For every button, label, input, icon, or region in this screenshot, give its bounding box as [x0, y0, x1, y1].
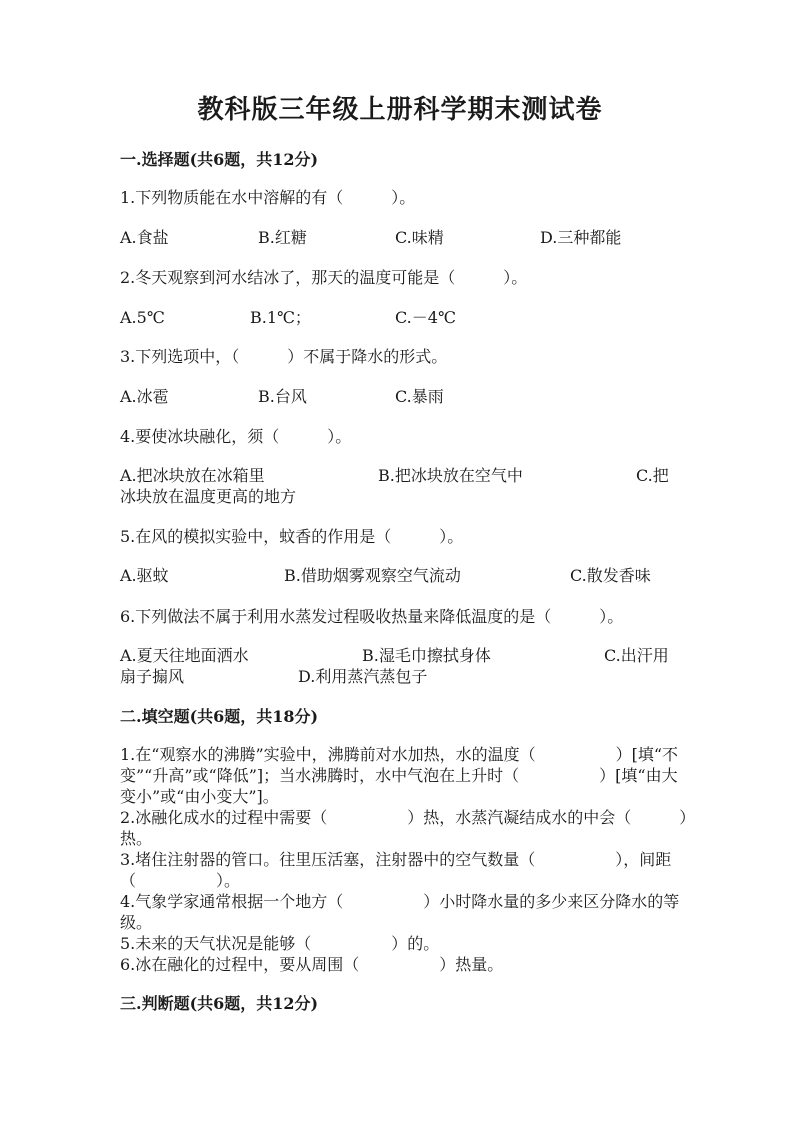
option-c: C.把 [636, 466, 669, 485]
option-c: C.暴雨 [395, 387, 444, 406]
fill-item: 6.冰在融化的过程中，要从周围（ ）热量。 [120, 955, 504, 974]
option-c: C.出汗用 [604, 646, 669, 665]
option-c-continued: 冰块放在温度更高的地方 [120, 487, 297, 506]
page-title: 教科版三年级上册科学期末测试卷 [197, 95, 603, 125]
option-b: B.台风 [258, 387, 307, 406]
option-d: D.利用蒸汽蒸包子 [298, 667, 428, 686]
option-b: B.湿毛巾擦拭身体 [362, 646, 491, 665]
section-heading-choice: 一.选择题(共6题，共12分) [120, 150, 319, 169]
option-b: B.借助烟雾观察空气流动 [284, 566, 461, 585]
fill-item: 2.冰融化成水的过程中需要（ ）热，水蒸汽凝结成水的中会（ ）热。 [120, 808, 688, 848]
option-a: A.食盐 [120, 228, 169, 247]
section-heading-fill: 二.填空题(共6题，共18分) [120, 707, 319, 726]
option-c: C.－4℃ [395, 308, 456, 327]
fill-item: 3.堵住注射器的管口。往里压活塞，注射器中的空气数量（ ），间距（ ）。 [120, 850, 672, 890]
section-heading-judge: 三.判断题(共6题，共12分) [120, 994, 319, 1013]
option-c-continued: 扇子搧风 [120, 667, 185, 686]
fill-item: 5.未来的天气状况是能够（ ）的。 [120, 934, 440, 953]
option-c: C.味精 [395, 228, 444, 247]
fill-item: 1.在“观察水的沸腾”实验中，沸腾前对水加热，水的温度（ ）[填“不变”“升高”或“降低”]；当水沸腾时，水中气泡在上升时（ ）[填“由大变小”或“由小变大”]。 [120, 745, 679, 806]
option-a: A.把冰块放在冰箱里 [120, 466, 265, 485]
option-a: A.驱蚊 [120, 566, 169, 585]
question-stem: 3.下列选项中，（ ）不属于降水的形式。 [120, 347, 448, 366]
fill-item: 4.气象学家通常根据一个地方（ ）小时降水量的多少来区分降水的等级。 [120, 892, 680, 932]
option-b: B.红糖 [258, 228, 307, 247]
question-stem: 6.下列做法不属于利用水蒸发过程吸收热量来降低温度的是（ ）。 [120, 607, 624, 626]
question-stem: 4.要使冰块融化，须（ ）。 [120, 427, 352, 446]
option-d: D.三种都能 [540, 228, 622, 247]
question-stem: 2.冬天观察到河水结冰了，那天的温度可能是（ ）。 [120, 268, 528, 287]
option-c: C.散发香味 [570, 566, 651, 585]
option-b: B.1℃； [250, 308, 311, 327]
option-a: A.冰雹 [120, 387, 169, 406]
option-b: B.把冰块放在空气中 [378, 466, 523, 485]
question-stem: 1.下列物质能在水中溶解的有（ ）。 [120, 188, 416, 207]
option-a: A.5℃ [120, 308, 165, 327]
question-stem: 5.在风的模拟实验中，蚊香的作用是（ ）。 [120, 527, 464, 546]
option-a: A.夏天往地面洒水 [120, 646, 249, 665]
